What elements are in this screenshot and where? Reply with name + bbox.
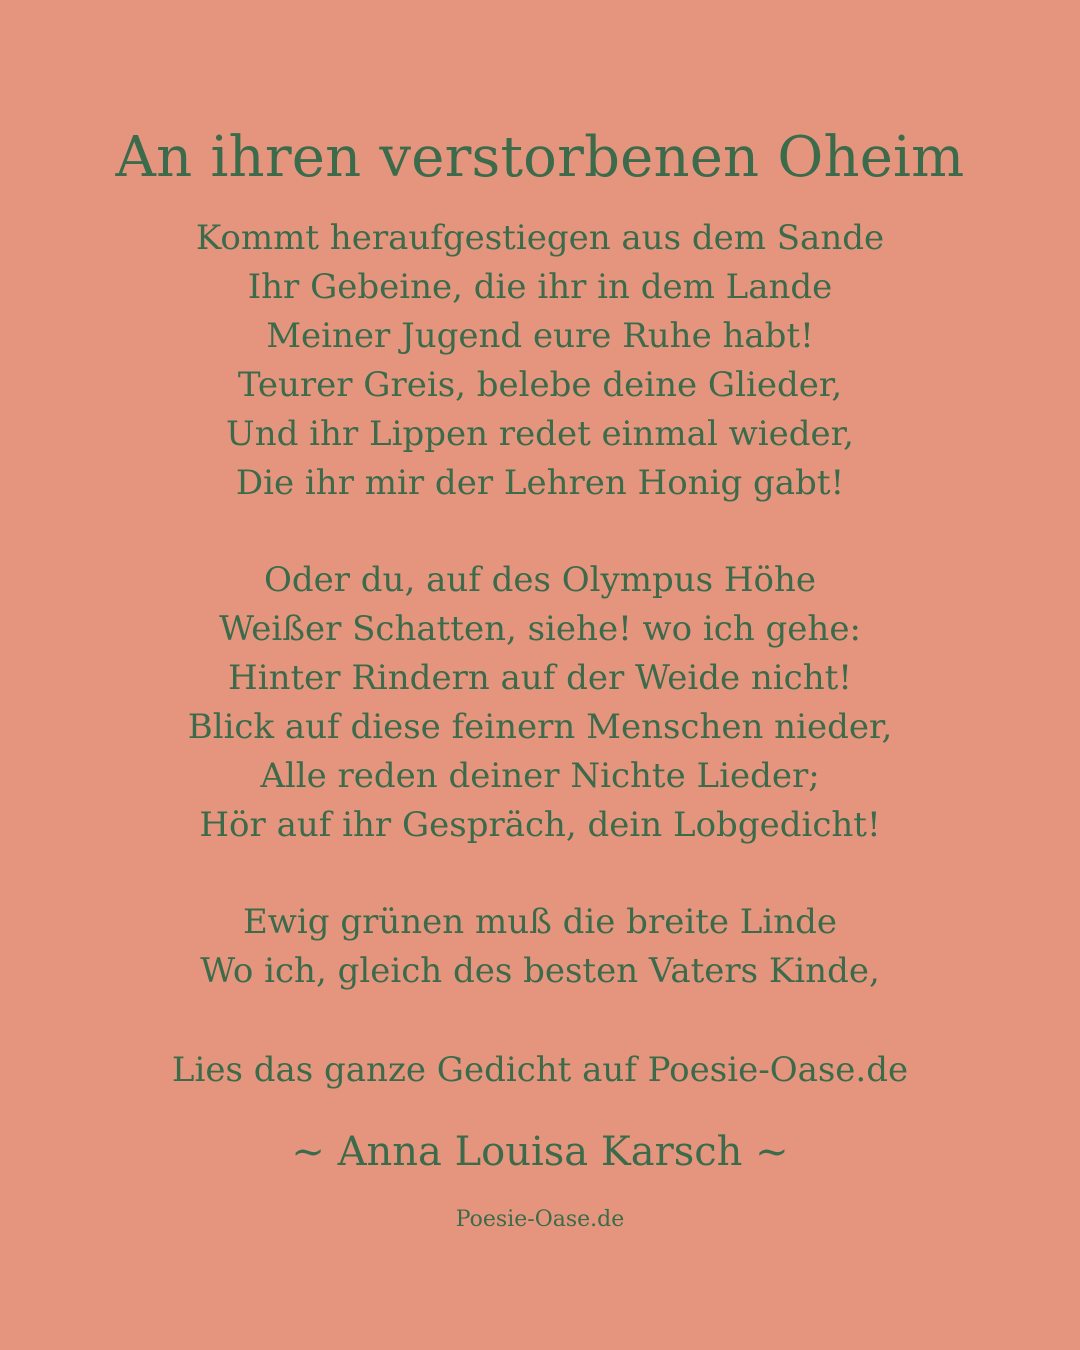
poem-line: Weißer Schatten, siehe! wo ich gehe: <box>219 609 861 649</box>
poem-line: Ihr Gebeine, die ihr in dem Lande <box>247 267 833 307</box>
poem-line: Blick auf diese feinern Menschen nieder, <box>187 707 893 747</box>
poem-line: Die ihr mir der Lehren Honig gabt! <box>235 463 845 503</box>
poem-line: Hinter Rindern auf der Weide nicht! <box>228 658 852 698</box>
poem-line: Hör auf ihr Gespräch, dein Lobgedicht! <box>199 805 881 845</box>
site-footer: Poesie-Oase.de <box>455 1207 625 1232</box>
stanza-1 <box>0 214 1080 508</box>
poem-line: Alle reden deiner Nichte Lieder; <box>260 756 820 796</box>
poem-line: Ewig grünen muß die breite Linde <box>242 902 838 942</box>
poem-line: Meiner Jugend eure Ruhe habt! <box>266 316 814 356</box>
author-name: ~ Anna Louisa Karsch ~ <box>291 1129 789 1175</box>
poem-line: Und ihr Lippen redet einmal wieder, <box>226 414 854 454</box>
poem-title: An ihren verstorbenen Oheim <box>115 125 965 190</box>
poem-line: Teurer Greis, belebe deine Glieder, <box>237 365 843 405</box>
poem-line: Kommt heraufgestiegen aus dem Sande <box>195 218 885 258</box>
poem-line: Oder du, auf des Olympus Höhe <box>263 560 817 600</box>
stanza-2 <box>0 556 1080 850</box>
read-full-poem-text: Lies das ganze Gedicht auf Poesie-Oase.de <box>171 1050 909 1090</box>
stanza-3 <box>0 898 1080 996</box>
poem-line: Wo ich, gleich des besten Vaters Kinde, <box>200 951 880 991</box>
